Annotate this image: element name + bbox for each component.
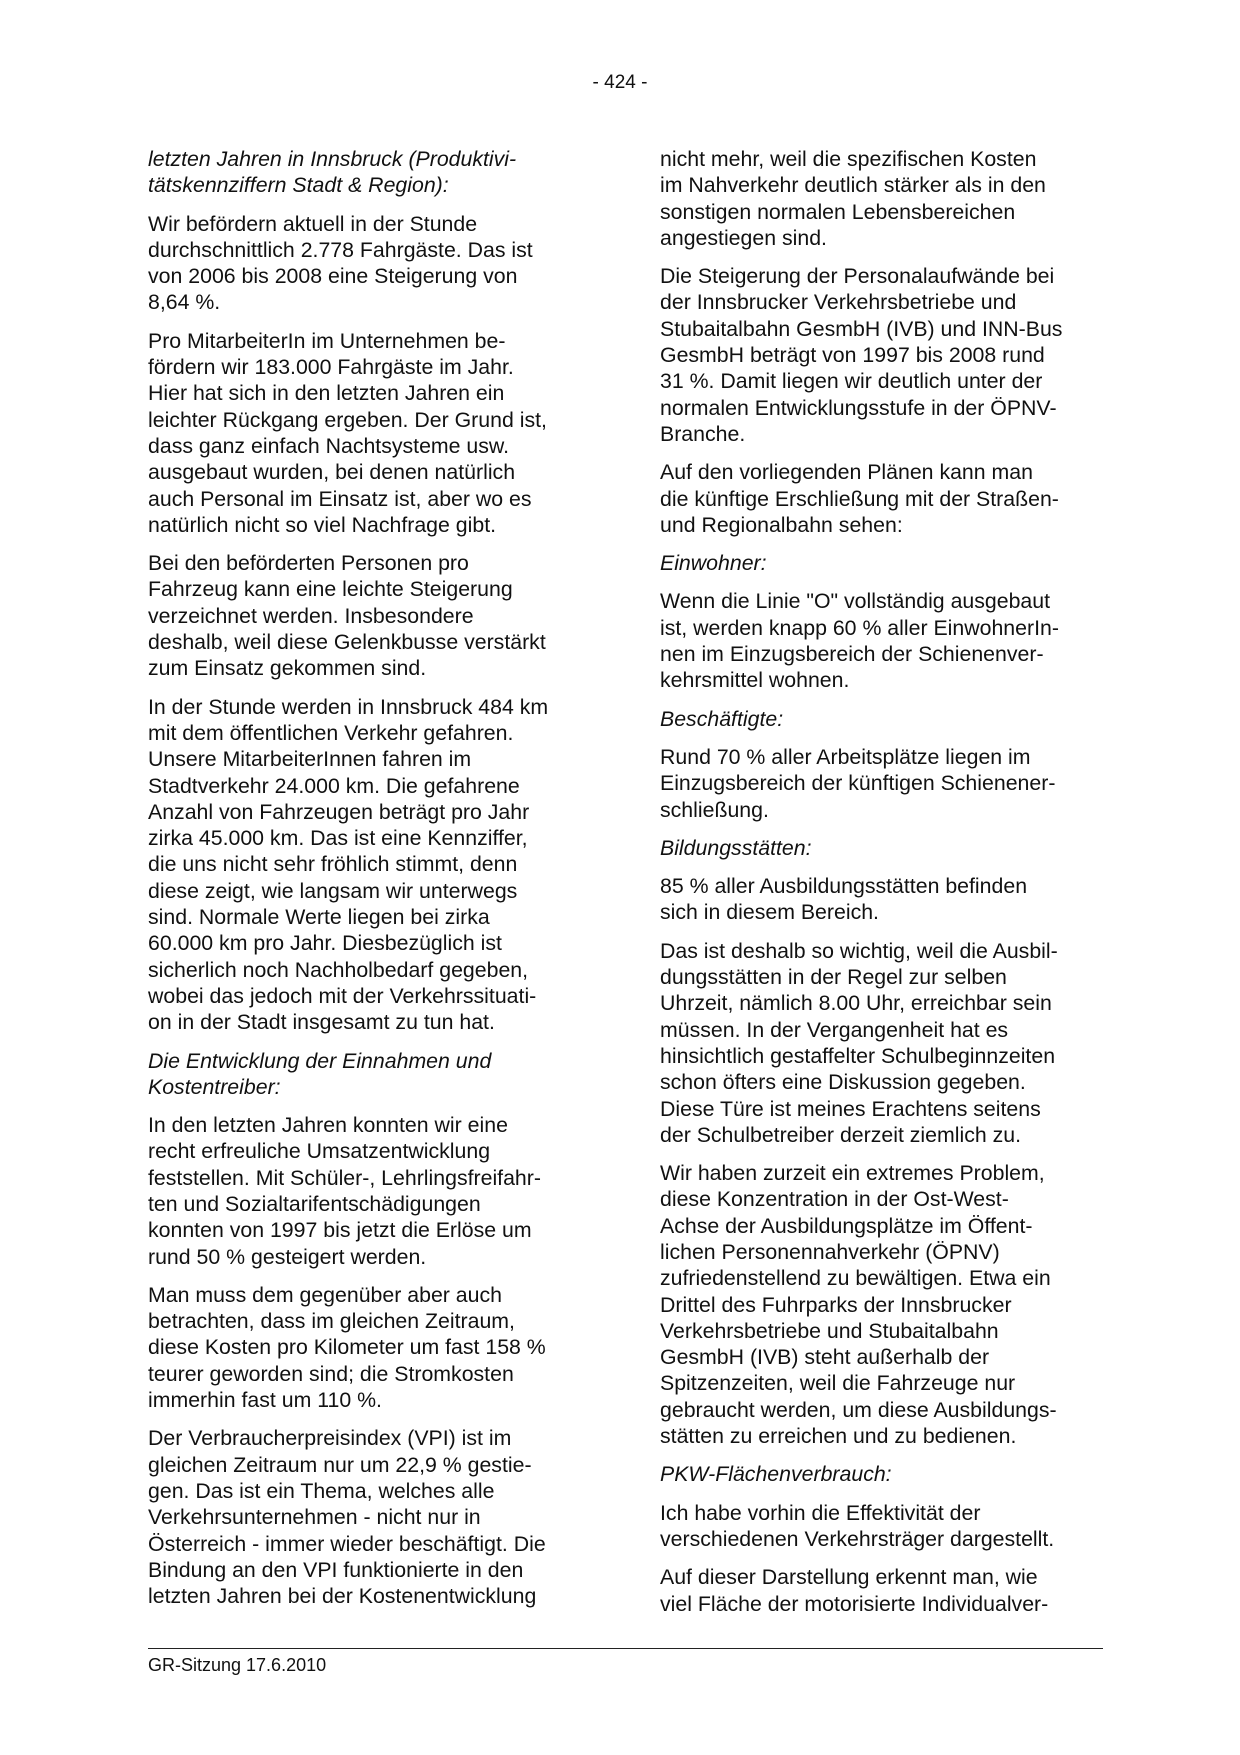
- paragraph: Wenn die Linie "O" vollständig ausgebaut ist, werden knapp 60 % aller EinwohnerIn- nen im Einzugsbereich der Schienenver- kehrsmittel wohnen.: [660, 589, 1059, 693]
- paragraph: Auf den vorliegenden Plänen kann man die künftige Erschließung mit der Straßen- und Regionalbahn sehen:: [660, 460, 1059, 537]
- paragraph: Bei den beförderten Personen pro Fahrzeug kann eine leichte Steigerung verzeichnet werden. Insbesondere deshalb, weil diese Gelenkbusse verstärkt zum Einsatz gekommen sind.: [148, 551, 546, 681]
- right-column: [660, 146, 1098, 1629]
- footer-divider: [148, 1648, 1103, 1649]
- paragraph: In den letzten Jahren konnten wir eine recht erfreuliche Umsatzentwicklung feststellen. Mit Schüler-, Lehrlingsfreifahr- ten und Sozialtarifentschädigungen konnten von 1997 bis jetzt die Erlöse um rund 50 % gesteigert werden.: [148, 1113, 541, 1269]
- paragraph: In der Stunde werden in Innsbruck 484 km mit dem öffentlichen Verkehr gefahren. Unsere MitarbeiterInnen fahren im Stadtverkehr 24.000 km. Die gefahrene Anzahl von Fahrzeugen beträgt pro Jahr zirka 45.000 km. Das ist eine Kennziffer, die uns nicht sehr fröhlich stimmt, denn diese zeigt, wie langsam wir unterwegs sind. Normale Werte liegen bei zirka 60.000 km pro Jahr. Diesbezüglich ist sicherlich noch Nachholbedarf gegeben, wobei das jedoch mit der Verkehrssituati- on in der Stadt insgesamt zu tun hat.: [148, 694, 549, 1035]
- paragraph: Der Verbraucherpreisindex (VPI) ist im gleichen Zeitraum nur um 22,9 % gestie- gen. Das ist ein Thema, welches alle Verkehrsunternehmen - nicht nur in Österreich - immer wieder beschäftigt. Die Bindung an den VPI funktionierte in den letzten Jahren bei der Kostenentwicklung: [148, 1426, 546, 1609]
- section-heading: Einwohner:: [660, 551, 767, 576]
- section-heading: Beschäftigte:: [660, 706, 784, 731]
- page-number: - 424 -: [592, 72, 648, 93]
- left-column: [148, 146, 586, 1621]
- section-heading: PKW-Flächenverbrauch:: [660, 1462, 892, 1487]
- paragraph: Auf dieser Darstellung erkennt man, wie viel Fläche der motorisierte Individualver-: [660, 1565, 1049, 1616]
- paragraph: 85 % aller Ausbildungsstätten befinden sich in diesem Bereich.: [660, 874, 1028, 925]
- paragraph: Die Steigerung der Personalaufwände bei der Innsbrucker Verkehrsbetriebe und Stubaitalbahn GesmbH (IVB) und INN-Bus GesmbH beträgt von 1997 bis 2008 rund 31 %. Damit liegen wir deutlich unter der normalen Entwicklungsstufe in der ÖPNV- Branche.: [660, 264, 1063, 446]
- footer-text: GR-Sitzung 17.6.2010: [148, 1655, 327, 1675]
- paragraph: Das ist deshalb so wichtig, weil die Ausbil- dungsstätten in der Regel zur selben Uhrzeit, nämlich 8.00 Uhr, erreichbar sein müssen. In der Vergangenheit hat es hinsichtlich gestaffelter Schulbeginnzeiten schon öfters eine Diskussion gegeben. Diese Türe ist meines Erachtens seitens der Schulbetreiber derzeit ziemlich zu.: [660, 938, 1058, 1147]
- paragraph: Wir haben zurzeit ein extremes Problem, diese Konzentration in der Ost-West- Achse der Ausbildungsplätze im Öffent- lichen Personennahverkehr (ÖPNV) zufriedenstellend zu bewältigen. Etwa ein Drittel des Fuhrparks der Innsbrucker Verkehrsbetriebe und Stubaitalbahn GesmbH (IVB) steht außerhalb der Spitzenzeiten, weil die Fahrzeuge nur gebraucht werden, um diese Ausbildungs- stätten zu erreichen und zu bedienen.: [660, 1161, 1057, 1449]
- paragraph: Man muss dem gegenüber aber auch betrachten, dass im gleichen Zeitraum, diese Kosten pro Kilometer um fast 158 % teurer geworden sind; die Stromkosten immerhin fast um 110 %.: [148, 1282, 546, 1413]
- paragraph: Pro MitarbeiterIn im Unternehmen be- fördern wir 183.000 Fahrgäste im Jahr. Hier hat sich in den letzten Jahren ein leichter Rückgang ergeben. Der Grund ist, dass ganz einfach Nachtsysteme usw. ausgebaut wurden, bei denen natürlich auch Personal im Einsatz ist, aber wo es natürlich nicht so viel Nachfrage gibt.: [148, 328, 547, 537]
- section-heading: letzten Jahren in Innsbruck (Produktivi- tätskennziffern Stadt & Region):: [148, 147, 517, 198]
- paragraph: Ich habe vorhin die Effektivität der verschiedenen Verkehrsträger dargestellt.: [660, 1500, 1055, 1551]
- paragraph: Wir befördern aktuell in der Stunde durchschnittlich 2.778 Fahrgäste. Das ist von 2006 bis 2008 eine Steigerung von 8,64 %.: [148, 211, 533, 315]
- section-heading: Bildungsstätten:: [660, 835, 812, 860]
- paragraph: Rund 70 % aller Arbeitsplätze liegen im Einzugsbereich der künftigen Schienener- schließung.: [660, 744, 1056, 822]
- paragraph: nicht mehr, weil die spezifischen Kosten im Nahverkehr deutlich stärker als in den sonstigen normalen Lebensbereichen angestiegen sind.: [660, 147, 1046, 250]
- section-heading: Die Entwicklung der Einnahmen und Kostentreiber:: [148, 1048, 492, 1099]
